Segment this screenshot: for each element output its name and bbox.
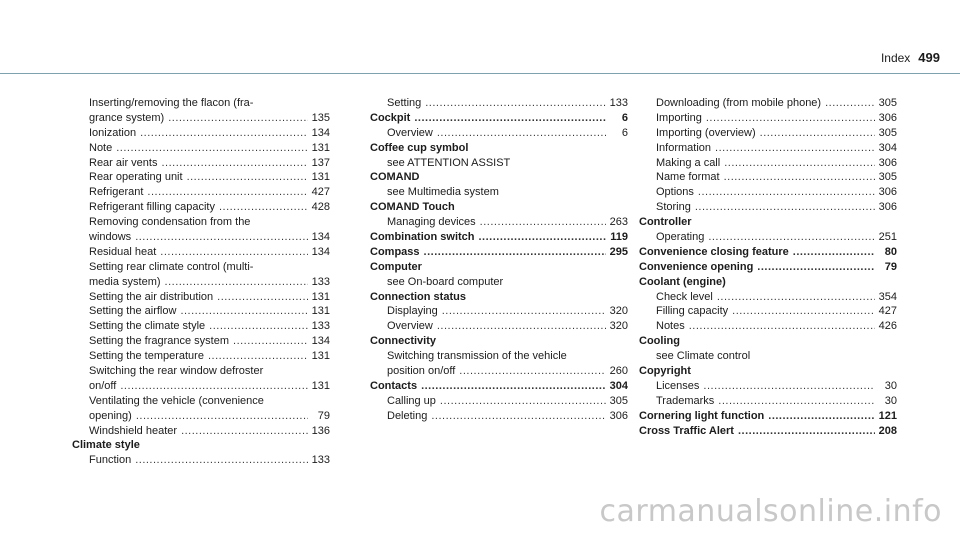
- index-entry[interactable]: [72, 126, 330, 141]
- entry-text: Filling capacity: [656, 305, 729, 318]
- dot-leader: [135, 453, 307, 468]
- page-reference[interactable]: 133: [311, 454, 330, 467]
- entry-text: Setting the airflow: [89, 305, 177, 318]
- entry-text: Climate style: [72, 439, 140, 452]
- index-entry[interactable]: [370, 215, 628, 230]
- entry-text: Windshield heater: [89, 424, 178, 437]
- index-entry[interactable]: [72, 230, 330, 245]
- index-column-1: [72, 96, 330, 468]
- dot-leader: [760, 126, 875, 141]
- entry-text: Setting: [387, 97, 422, 109]
- page-reference[interactable]: 6: [621, 111, 628, 124]
- index-entry[interactable]: [72, 156, 330, 171]
- index-entry[interactable]: [72, 111, 330, 126]
- index-entry[interactable]: [72, 185, 330, 200]
- page-reference[interactable]: 426: [878, 320, 897, 333]
- entry-text: Switching transmission of the vehicle: [387, 350, 567, 363]
- entry-text: Setting the climate style: [89, 320, 206, 333]
- page-reference[interactable]: 121: [878, 409, 897, 422]
- entry-text: Ventilating the vehicle (convenience: [89, 394, 264, 407]
- entry-text: Name format: [656, 171, 720, 184]
- index-entry: [370, 185, 628, 200]
- index-heading[interactable]: [639, 424, 897, 439]
- index-entry[interactable]: [639, 126, 897, 141]
- entry-text: Refrigerant: [89, 186, 144, 199]
- page-reference[interactable]: 320: [609, 320, 628, 333]
- page-reference[interactable]: 306: [609, 409, 628, 422]
- page-reference[interactable]: 137: [311, 156, 330, 169]
- entry-text: Information: [656, 141, 712, 154]
- entry-text: Contacts: [370, 379, 418, 392]
- page-reference[interactable]: 320: [609, 305, 628, 318]
- entry-text: Note: [89, 141, 113, 154]
- index-entry[interactable]: [639, 111, 897, 126]
- dot-leader: [825, 96, 875, 111]
- index-entry: [72, 96, 330, 111]
- index-heading: [370, 200, 628, 215]
- entry-text: Rear operating unit: [89, 171, 183, 184]
- entry-text: Setting rear climate control (multi-: [89, 260, 254, 273]
- dot-leader: [165, 275, 308, 290]
- dot-leader: [440, 394, 606, 409]
- entry-text: Computer: [370, 260, 422, 273]
- index-heading: [370, 170, 628, 185]
- page-reference[interactable]: 79: [317, 409, 330, 422]
- dot-leader: [425, 96, 605, 111]
- entry-text: Coolant (engine): [639, 275, 726, 288]
- page-reference[interactable]: 305: [878, 171, 897, 184]
- index-entry[interactable]: [639, 394, 897, 409]
- page-reference[interactable]: 30: [884, 379, 897, 392]
- index-entry[interactable]: [639, 230, 897, 245]
- index-entry[interactable]: [370, 126, 628, 141]
- page-reference[interactable]: 263: [609, 216, 628, 229]
- entry-text: Connection status: [370, 290, 466, 303]
- entry-text: Convenience opening: [639, 260, 754, 273]
- page-header: [881, 50, 940, 65]
- page-reference[interactable]: 136: [311, 424, 330, 437]
- index-entry[interactable]: [639, 290, 897, 305]
- dot-leader: [698, 185, 875, 200]
- dot-leader: [437, 126, 606, 141]
- page-reference[interactable]: 251: [878, 231, 897, 244]
- dot-leader: [695, 200, 875, 215]
- index-entry[interactable]: [72, 453, 330, 468]
- dot-leader: [187, 170, 308, 185]
- page-reference[interactable]: 134: [311, 245, 330, 258]
- entry-text: Making a call: [656, 156, 721, 169]
- entry-text: Copyright: [639, 365, 691, 378]
- entry-text: Downloading (from mobile phone): [656, 97, 822, 109]
- index-entry[interactable]: [72, 409, 330, 424]
- page-reference[interactable]: 354: [878, 290, 897, 303]
- entry-text: Cooling: [639, 335, 680, 348]
- index-entry[interactable]: [370, 319, 628, 334]
- index-column-2: [370, 96, 628, 424]
- watermark: carmanualsonline.info: [599, 494, 942, 529]
- dot-leader: [480, 215, 606, 230]
- index-entry: [639, 349, 897, 364]
- dot-leader: [718, 394, 875, 409]
- entry-text: Calling up: [387, 394, 436, 407]
- entry-text: Convenience closing feature: [639, 245, 789, 258]
- entry-text: media system): [89, 275, 161, 288]
- page-reference[interactable]: 131: [311, 171, 330, 184]
- dot-leader: [442, 304, 606, 319]
- entry-text: Licenses: [656, 379, 700, 392]
- index-entry[interactable]: [370, 364, 628, 379]
- page-reference[interactable]: 305: [878, 97, 897, 109]
- entry-text: Storing: [656, 201, 691, 214]
- entry-text: Overview: [387, 126, 433, 139]
- page-reference[interactable]: 134: [311, 126, 330, 139]
- header-rule: [0, 73, 960, 74]
- page-reference[interactable]: 131: [311, 350, 330, 363]
- dot-leader: [689, 319, 875, 334]
- index-heading[interactable]: [370, 379, 628, 394]
- index-entry[interactable]: [72, 170, 330, 185]
- index-entry[interactable]: [370, 96, 628, 111]
- index-entry[interactable]: [72, 379, 330, 394]
- entry-text: Displaying: [387, 305, 438, 318]
- page-reference[interactable]: 133: [311, 275, 330, 288]
- index-heading: [72, 438, 330, 453]
- index-entry[interactable]: [72, 245, 330, 260]
- index-heading[interactable]: [639, 245, 897, 260]
- index-entry[interactable]: [72, 200, 330, 215]
- dot-leader: [431, 409, 605, 424]
- entry-text: Overview: [387, 320, 433, 333]
- page-reference[interactable]: 295: [609, 245, 628, 258]
- page-reference[interactable]: 306: [878, 201, 897, 214]
- entry-text: Importing (overview): [656, 126, 756, 139]
- index-entry: [72, 215, 330, 230]
- index-entry[interactable]: [639, 200, 897, 215]
- dot-leader: [717, 290, 875, 305]
- index-entry[interactable]: [370, 409, 628, 424]
- dot-leader: [209, 319, 307, 334]
- entry-text: Operating: [656, 231, 705, 244]
- dot-leader: [233, 334, 308, 349]
- index-entry[interactable]: [639, 141, 897, 156]
- page-reference[interactable]: 131: [311, 379, 330, 392]
- dot-leader: [140, 126, 308, 141]
- page-reference[interactable]: 135: [311, 111, 330, 124]
- dot-leader: [421, 379, 606, 394]
- index-heading[interactable]: [639, 409, 897, 424]
- dot-leader: [459, 364, 605, 379]
- entry-text: grance system): [89, 111, 165, 124]
- page-reference[interactable]: 428: [311, 201, 330, 214]
- page-reference[interactable]: 119: [610, 231, 628, 244]
- page-reference[interactable]: 6: [621, 126, 628, 139]
- index-entry[interactable]: [639, 319, 897, 334]
- dot-leader: [706, 111, 875, 126]
- page-reference[interactable]: 80: [884, 245, 897, 258]
- dot-leader: [181, 424, 308, 439]
- index-column-3: [639, 96, 897, 438]
- entry-text: Setting the temperature: [89, 350, 204, 363]
- page-reference[interactable]: 133: [609, 97, 628, 109]
- page-reference[interactable]: 79: [884, 260, 897, 273]
- dot-leader: [738, 424, 875, 439]
- dot-leader: [160, 245, 307, 260]
- dot-leader: [135, 230, 307, 245]
- entry-text: Ionization: [89, 126, 137, 139]
- entry-text: Importing: [656, 111, 702, 124]
- index-entry[interactable]: [639, 96, 897, 111]
- entry-text: Function: [89, 454, 132, 467]
- dot-leader: [116, 141, 307, 156]
- entry-text: Removing condensation from the: [89, 216, 251, 229]
- entry-text: Inserting/removing the flacon (fra-: [89, 97, 254, 109]
- entry-text: Controller: [639, 216, 692, 229]
- entry-text: Switching the rear window defroster: [89, 365, 264, 378]
- dot-leader: [424, 245, 606, 260]
- index-entry[interactable]: [639, 185, 897, 200]
- page-reference[interactable]: 260: [609, 365, 628, 378]
- index-heading: [370, 290, 628, 305]
- page-reference[interactable]: 305: [609, 394, 628, 407]
- entry-text: Setting the fragrance system: [89, 335, 230, 348]
- dot-leader: [414, 111, 606, 126]
- section-title: Index: [880, 51, 911, 65]
- page-reference[interactable]: 427: [311, 186, 330, 199]
- entry-text: COMAND: [370, 171, 420, 184]
- page-reference[interactable]: 30: [884, 394, 897, 407]
- index-entry: [370, 349, 628, 364]
- entry-text: Refrigerant filling capacity: [89, 201, 215, 214]
- entry-text: COMAND Touch: [370, 201, 455, 214]
- index-entry: [72, 364, 330, 379]
- index-entry[interactable]: [639, 379, 897, 394]
- page-reference[interactable]: 305: [878, 126, 897, 139]
- dot-leader: [219, 200, 308, 215]
- index-entry: [72, 394, 330, 409]
- index-entry[interactable]: [639, 156, 897, 171]
- page-reference[interactable]: 134: [311, 231, 330, 244]
- index-entry[interactable]: [72, 349, 330, 364]
- index-heading: [639, 275, 897, 290]
- index-entry[interactable]: [72, 334, 330, 349]
- dot-leader: [724, 170, 875, 185]
- index-entry[interactable]: [72, 141, 330, 156]
- dot-leader: [217, 290, 308, 305]
- entry-text: Setting the air distribution: [89, 290, 214, 303]
- index-entry[interactable]: [72, 424, 330, 439]
- page-reference[interactable]: 133: [311, 320, 330, 333]
- index-heading: [639, 364, 897, 379]
- dot-leader: [732, 304, 875, 319]
- dot-leader: [120, 379, 307, 394]
- entry-text: Check level: [656, 290, 713, 303]
- dot-leader: [437, 319, 606, 334]
- page-reference[interactable]: 131: [311, 305, 330, 318]
- dot-leader: [703, 379, 875, 394]
- entry-text: Cornering light function: [639, 409, 765, 422]
- page-reference[interactable]: 306: [878, 156, 897, 169]
- page-reference[interactable]: 134: [311, 335, 330, 348]
- entry-text: see On-board computer: [387, 275, 504, 288]
- page-reference[interactable]: 131: [311, 141, 330, 154]
- entry-text: Cockpit: [370, 111, 411, 124]
- entry-text: see Multimedia system: [387, 186, 499, 199]
- page-reference[interactable]: 208: [878, 424, 897, 437]
- index-heading: [639, 334, 897, 349]
- index-heading: [370, 141, 628, 156]
- dot-leader: [136, 409, 308, 424]
- entry-text: Residual heat: [89, 245, 157, 258]
- index-heading[interactable]: [370, 111, 628, 126]
- page-number: 499: [918, 50, 940, 65]
- dot-leader: [161, 156, 307, 171]
- page-reference[interactable]: 131: [311, 290, 330, 303]
- entry-text: opening): [89, 409, 132, 422]
- entry-text: Options: [656, 186, 694, 199]
- page-reference[interactable]: 304: [609, 379, 628, 392]
- entry-text: Cross Traffic Alert: [639, 424, 734, 437]
- entry-text: Notes: [656, 320, 685, 333]
- entry-text: Combination switch: [370, 231, 475, 244]
- index-entry[interactable]: [72, 304, 330, 319]
- index-heading: [370, 334, 628, 349]
- entry-text: Managing devices: [387, 216, 476, 229]
- dot-leader: [793, 245, 875, 260]
- dot-leader: [479, 230, 607, 245]
- page-reference[interactable]: 306: [878, 111, 897, 124]
- index-entry: [370, 275, 628, 290]
- dot-leader: [715, 141, 875, 156]
- entry-text: see Climate control: [656, 350, 751, 363]
- entry-text: windows: [89, 231, 132, 244]
- index-heading[interactable]: [639, 260, 897, 275]
- index-heading: [370, 260, 628, 275]
- entry-text: Coffee cup symbol: [370, 141, 469, 154]
- index-heading[interactable]: [370, 245, 628, 260]
- entry-text: on/off: [89, 379, 117, 392]
- index-entry: [72, 260, 330, 275]
- dot-leader: [708, 230, 874, 245]
- index-entry: [370, 156, 628, 171]
- entry-text: Trademarks: [656, 394, 715, 407]
- entry-text: Deleting: [387, 409, 428, 422]
- entry-text: see ATTENTION ASSIST: [387, 156, 511, 169]
- dot-leader: [168, 111, 307, 126]
- entry-text: position on/off: [387, 365, 456, 378]
- page-reference[interactable]: 304: [878, 141, 897, 154]
- dot-leader: [724, 156, 874, 171]
- entry-text: Compass: [370, 245, 420, 258]
- dot-leader: [208, 349, 308, 364]
- index-entry[interactable]: [72, 319, 330, 334]
- dot-leader: [757, 260, 875, 275]
- index-entry[interactable]: [639, 304, 897, 319]
- index-entry[interactable]: [639, 170, 897, 185]
- dot-leader: [768, 409, 874, 424]
- index-entry[interactable]: [370, 394, 628, 409]
- entry-text: Rear air vents: [89, 156, 158, 169]
- index-entry[interactable]: [370, 304, 628, 319]
- entry-text: Connectivity: [370, 335, 437, 348]
- index-heading: [639, 215, 897, 230]
- dot-leader: [180, 304, 307, 319]
- index-heading[interactable]: [370, 230, 628, 245]
- index-entry[interactable]: [72, 275, 330, 290]
- page-reference[interactable]: 306: [878, 186, 897, 199]
- dot-leader: [147, 185, 307, 200]
- index-entry[interactable]: [72, 290, 330, 305]
- page-reference[interactable]: 427: [878, 305, 897, 318]
